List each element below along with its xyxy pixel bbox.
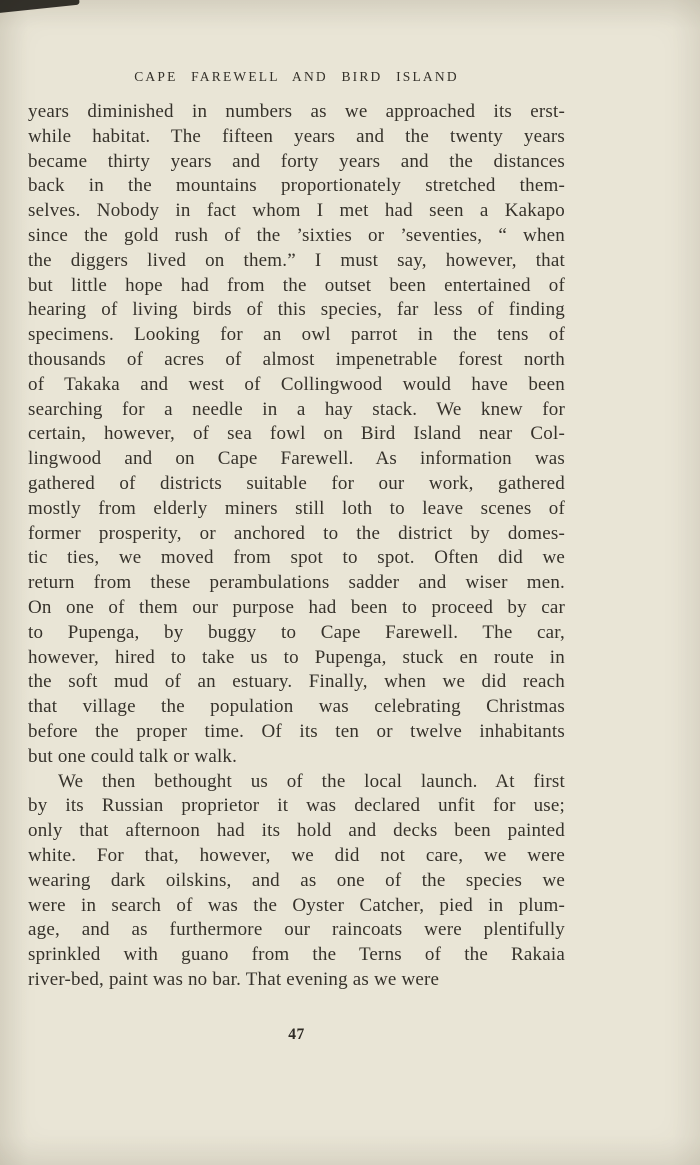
text-line: the soft mud of an estuary. Finally, when we did reach	[28, 671, 565, 693]
text-line: We then bethought us of the local launch. At first	[58, 770, 565, 792]
text-line: of Takaka and west of Collingwood would have been	[28, 373, 565, 395]
text-line: lingwood and on Cape Farewell. As information was	[28, 448, 565, 470]
text-line: back in the mountains proportionately stretched them-	[28, 175, 565, 197]
text-line: river-bed, paint was no bar. That evening as we were	[28, 968, 440, 990]
text-line: years diminished in numbers as we approached its erst-	[28, 101, 565, 122]
text-line: former prosperity, or anchored to the district by domes-	[28, 522, 565, 544]
text-line: became thirty years and forty years and the distances	[28, 150, 565, 172]
text-line: were in search of was the Oyster Catcher, pied in plum-	[28, 894, 565, 916]
text-line: but one could talk or walk.	[28, 745, 238, 767]
text-line: but little hope had from the outset been entertained of	[28, 274, 565, 296]
text-line: certain, however, of sea fowl on Bird Island near Col-	[28, 423, 565, 445]
text-line: searching for a needle in a hay stack. We knew for	[28, 398, 565, 420]
text-line: since the gold rush of the ’sixties or ’seventies, “ when	[28, 224, 565, 246]
text-line: the diggers lived on them.” I must say, however, that	[28, 249, 565, 271]
text-line: mostly from elderly miners still loth to leave scenes of	[28, 497, 565, 519]
text-line: age, and as furthermore our raincoats were plentifully	[28, 919, 565, 941]
text-line: selves. Nobody in fact whom I met had seen a Kakapo	[28, 200, 565, 222]
text-line: tic ties, we moved from spot to spot. Often did we	[28, 547, 565, 569]
text-line: to Pupenga, by buggy to Cape Farewell. The car,	[28, 621, 565, 643]
scan-artifact	[0, 0, 80, 13]
text-line: gathered of districts suitable for our work, gathered	[28, 472, 565, 494]
text-line: On one of them our purpose had been to proceed by car	[28, 596, 565, 618]
text-block	[28, 100, 565, 993]
text-line: only that afternoon had its hold and decks been painted	[28, 820, 565, 842]
text-line: that village the population was celebrating Christmas	[28, 696, 565, 718]
page-number: 47	[288, 1026, 305, 1043]
text-line: return from these perambulations sadder and wiser men.	[28, 572, 565, 594]
paragraph	[28, 100, 565, 770]
text-line: however, hired to take us to Pupenga, stuck en route in	[28, 646, 565, 668]
text-line: wearing dark oilskins, and as one of the species we	[28, 869, 565, 891]
text-line: thousands of acres of almost impenetrable forest north	[28, 348, 565, 370]
running-header: CAPE FAREWELL AND BIRD ISLAND	[134, 69, 459, 84]
text-line: hearing of living birds of this species, far less of finding	[28, 299, 565, 321]
text-line: white. For that, however, we did not care, we were	[28, 844, 565, 866]
text-line: before the proper time. Of its ten or twelve inhabitants	[28, 720, 565, 742]
text-line: while habitat. The fifteen years and the twenty years	[28, 125, 565, 147]
text-line: sprinkled with guano from the Terns of the Rakaia	[28, 944, 565, 966]
text-line: by its Russian proprietor it was declared unfit for use;	[28, 795, 565, 817]
text-line: specimens. Looking for an owl parrot in the tens of	[28, 324, 565, 346]
paragraph	[28, 770, 565, 993]
